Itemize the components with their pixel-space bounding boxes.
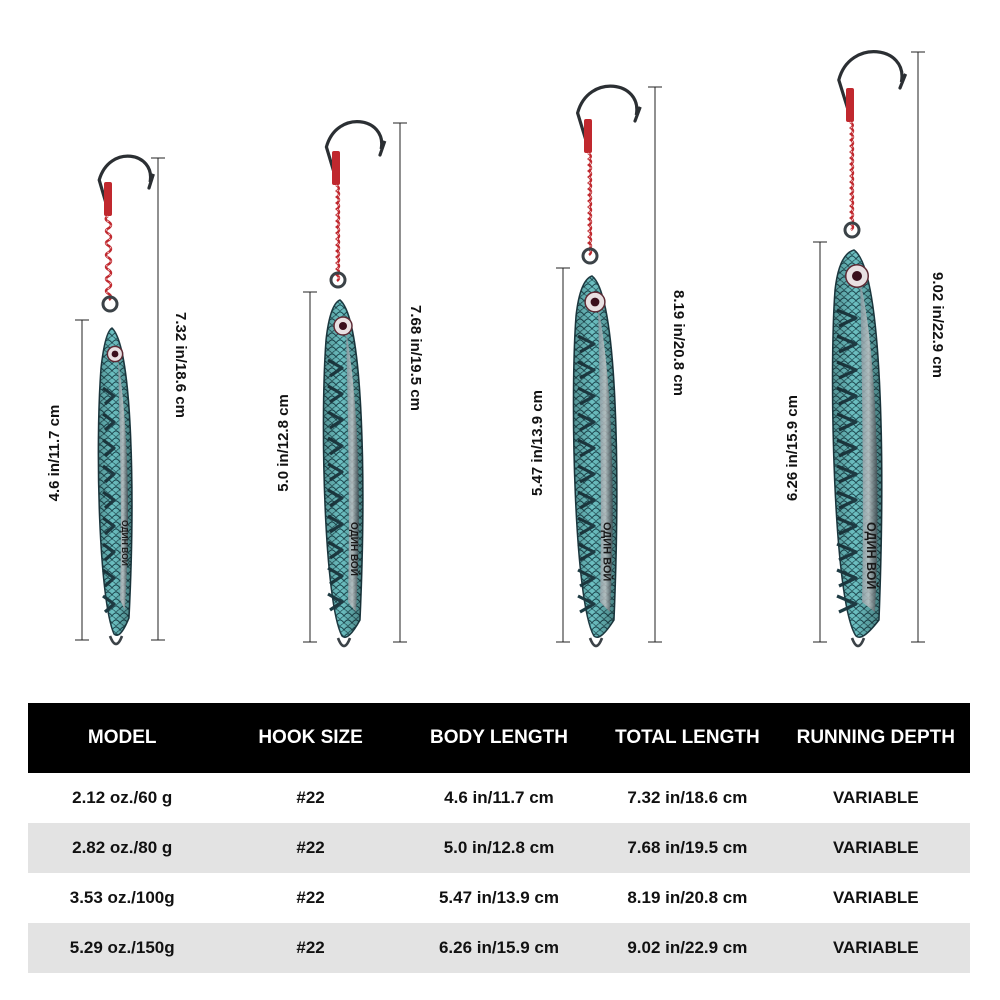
header-total-length: TOTAL LENGTH — [593, 703, 781, 773]
cell-body-length: 4.6 in/11.7 cm — [444, 788, 554, 807]
tail-ring-icon — [852, 638, 864, 646]
cell-body-length: 5.0 in/12.8 cm — [405, 823, 593, 873]
lure-3-body-length-label: 5.47 in/13.9 cm — [529, 390, 546, 496]
assist-cord — [336, 185, 339, 281]
lure-body-text: ОДИН ВОЙ — [348, 522, 359, 576]
tail-ring-icon — [110, 636, 122, 644]
lure-3 — [556, 86, 662, 646]
cell-total-length: 7.32 in/18.6 cm — [627, 788, 748, 807]
lure-body-text: ОДИН ВОЙ — [600, 522, 613, 582]
assist-tube — [104, 182, 112, 216]
lure-4-total-length-label: 9.02 in/22.9 cm — [929, 272, 946, 378]
total-length-dimension-line — [648, 87, 662, 642]
assist-tube — [584, 119, 592, 153]
lure-1-body-length-label: 4.6 in/11.7 cm — [46, 404, 63, 502]
cell-hook-size: #22 — [216, 823, 404, 873]
table-row — [28, 823, 970, 873]
total-length-dimension-line — [151, 158, 165, 640]
cell-total-length: 8.19 in/20.8 cm — [627, 888, 748, 907]
cell-running-depth: VARIABLE — [832, 888, 919, 907]
assist-cord — [850, 122, 853, 230]
cell-model: 2.82 oz./80 g — [28, 823, 216, 873]
lure-2-total-length-label: 7.68 in/19.5 cm — [407, 305, 424, 411]
cell-model: 3.53 oz./100g — [69, 888, 175, 907]
header-model: MODEL — [28, 703, 216, 773]
header-hook-size: HOOK SIZE — [216, 703, 404, 773]
table-header-row — [28, 703, 970, 773]
cell-hook-size: #22 — [216, 923, 404, 973]
cell-model: 2.12 oz./60 g — [72, 788, 173, 807]
body-length-dimension-line — [813, 242, 827, 642]
body-length-dimension-line — [556, 268, 570, 642]
body-length-dimension-line — [303, 292, 317, 642]
assist-tube — [846, 88, 854, 122]
cell-running-depth: VARIABLE — [782, 923, 970, 973]
lure-2 — [303, 122, 407, 646]
cell-total-length: 7.68 in/19.5 cm — [593, 823, 781, 873]
cell-body-length: 6.26 in/15.9 cm — [405, 923, 593, 973]
table-row — [28, 923, 970, 973]
cell-hook-size: #22 — [296, 888, 325, 907]
lure-body-text: ОДИН ВОЙ — [863, 522, 878, 590]
cell-model: 5.29 oz./150g — [28, 923, 216, 973]
lure-1-total-length-label: 7.32 in/18.6 cm — [172, 312, 189, 418]
cell-body-length: 5.47 in/13.9 cm — [438, 888, 559, 907]
cell-total-length: 9.02 in/22.9 cm — [593, 923, 781, 973]
specification-table — [28, 703, 970, 973]
lure-body-text: ОДИН ВОЙ — [119, 520, 130, 566]
cell-running-depth: VARIABLE — [832, 788, 919, 807]
body-length-dimension-line — [75, 320, 89, 640]
cell-running-depth: VARIABLE — [782, 823, 970, 873]
tail-ring-icon — [338, 638, 350, 646]
total-length-dimension-line — [911, 52, 925, 642]
lure-2-body-length-label: 5.0 in/12.8 cm — [275, 394, 292, 492]
lure-4-body-length-label: 6.26 in/15.9 cm — [784, 395, 801, 501]
tail-ring-icon — [590, 638, 602, 646]
header-running-depth: RUNNING DEPTH — [782, 703, 970, 773]
table-row — [28, 873, 970, 923]
lure-4 — [813, 52, 925, 646]
table-row — [28, 773, 970, 823]
assist-tube — [332, 151, 340, 185]
lure-3-total-length-label: 8.19 in/20.8 cm — [670, 290, 687, 396]
total-length-dimension-line — [393, 123, 407, 642]
assist-cord — [588, 153, 591, 255]
lure-1 — [75, 156, 165, 644]
cell-hook-size: #22 — [296, 788, 325, 807]
header-body-length: BODY LENGTH — [405, 703, 593, 773]
